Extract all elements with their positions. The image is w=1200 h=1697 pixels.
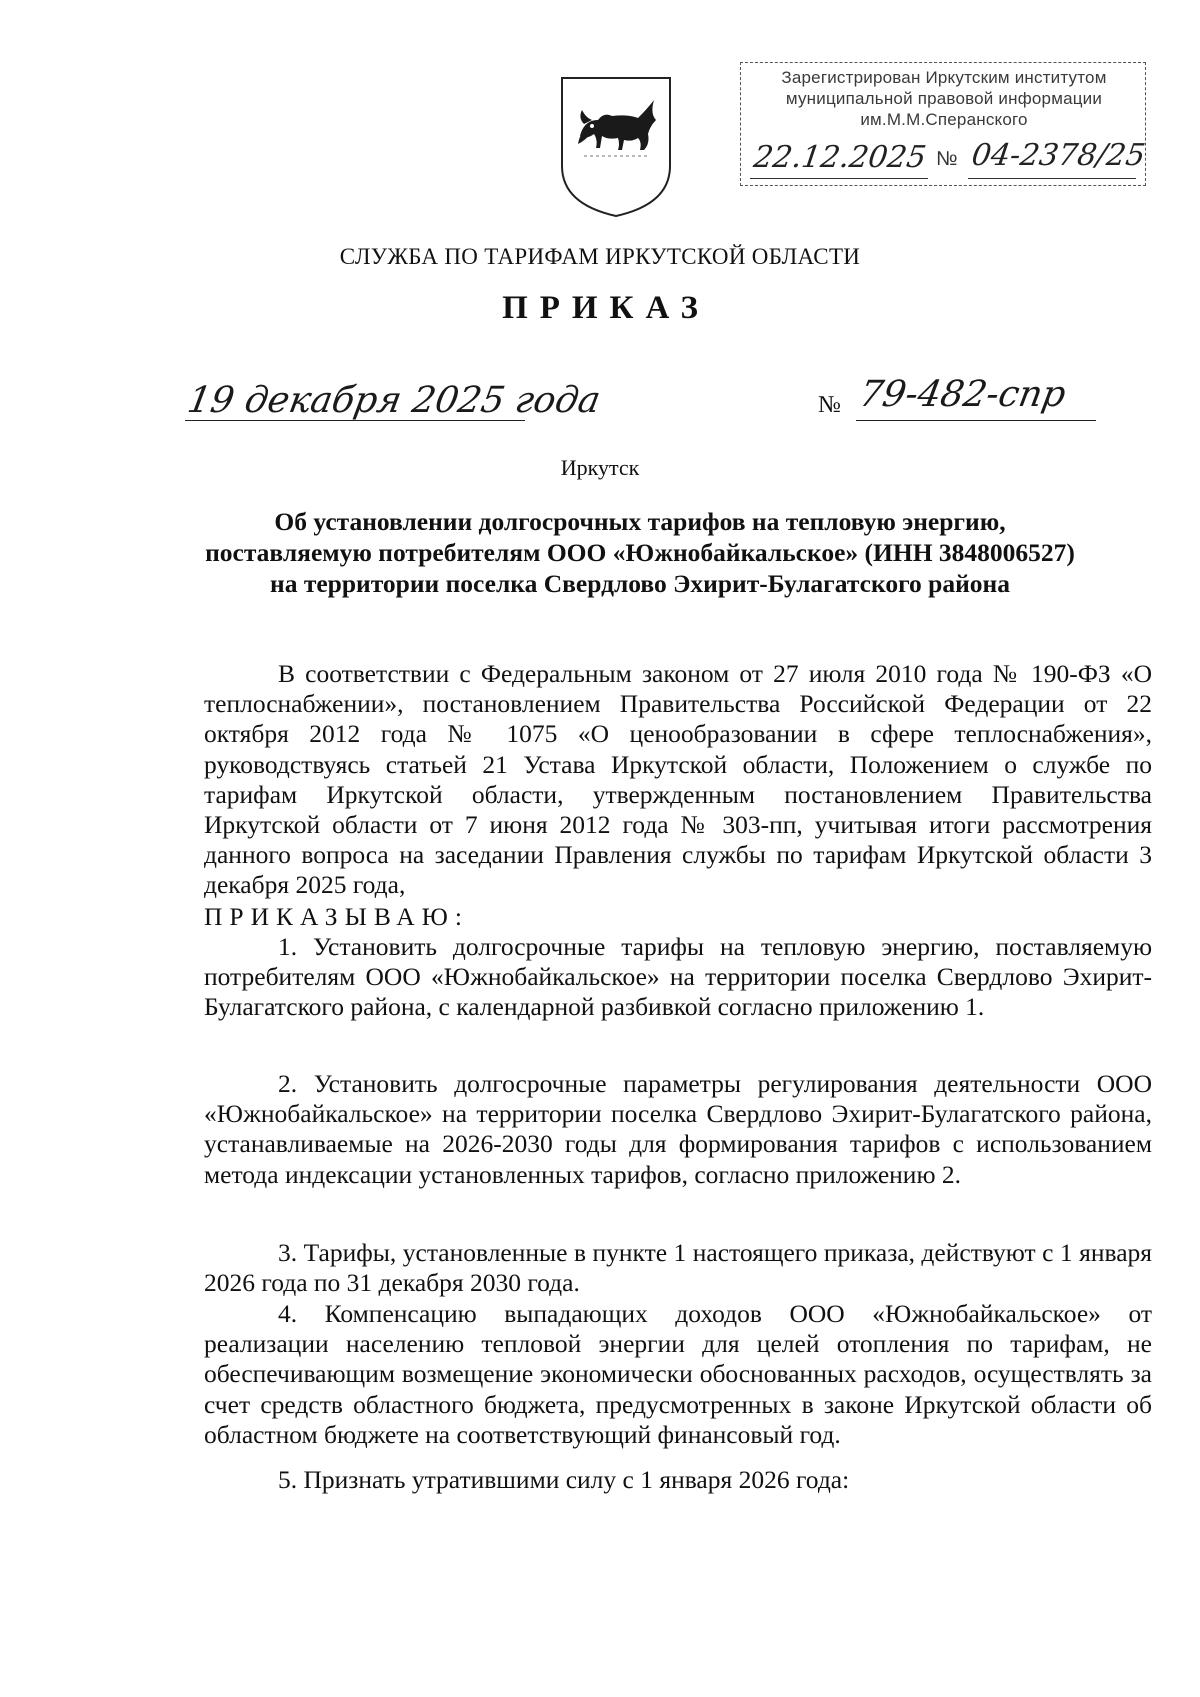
- stamp-number-label: №: [936, 148, 958, 170]
- order-item-text: 2. Установить долгосрочные параметры регулирования деятельности ООО «Южнобайкальское» на территории поселка Свердлово Эхирит-Булагатского района, устанавливаемые на 2026-2030 годы для формирования тарифов с использованием метода индексации установленных тарифов, согласно приложению 2.: [204, 1069, 1152, 1189]
- coat-of-arms-emblem: [558, 74, 674, 220]
- registration-stamp: [740, 62, 1150, 190]
- order-item-text: 3. Тарифы, установленные в пункте 1 настоящего приказа, действуют с 1 января 2026 года по 31 декабря 2030 года.: [204, 1238, 1152, 1298]
- stamp-line-2: муниципальной правовой информации: [785, 89, 1103, 108]
- order-handwritten-date: 19 декабря 2025 года: [184, 380, 604, 421]
- order-item-5: [204, 1465, 1152, 1495]
- stamp-line-1: Зарегистрирован Иркутским институтом: [781, 68, 1107, 87]
- stamp-handwritten-date: 22.12.2025: [751, 140, 929, 175]
- order-word: ПРИКАЗЫВАЮ:: [204, 902, 469, 931]
- stamp-date-underline: [750, 178, 928, 179]
- document-title: ПРИКАЗ: [502, 290, 710, 326]
- order-item-text: 5. Признать утратившими силу с 1 января 2026 года:: [278, 1465, 850, 1494]
- order-handwritten-number: 79-482-спр: [856, 374, 1069, 415]
- city-name: Иркутск: [560, 455, 640, 480]
- document-heading: Об установлении долгосрочных тарифов на тепловую энергию, поставляемую потребителям ООО «Южнобайкальское» (ИНН 3848006527) на территории поселка Свердлово Эхирит-Булагатского района: [205, 507, 1075, 598]
- preamble-text: В соответствии с Федеральным законом от 27 июля 2010 года № 190-ФЗ «О теплоснабжении», постановлением Правительства Российской Федерации от 22 октября 2012 года № 1075 «О ценообразовании в сфере теплоснабжения», руководствуясь статьей 21 Устава Иркутской области, Положением о службе по тарифам Иркутской области, утвержденным постановлением Правительства Иркутской области от 7 июня 2012 года № 303-пп, учитывая итоги рассмотрения данного вопроса на заседании Правления службы по тарифам Иркутской области 3 декабря 2025 года,: [204, 659, 1152, 900]
- preamble: [204, 659, 1152, 901]
- date-underline: [185, 420, 525, 421]
- number-underline: [856, 420, 1096, 421]
- order-item-text: 4. Компенсацию выпадающих доходов ООО «Южнобайкальское» от реализации населению тепловой энергии для целей отопления по тарифам, не обеспечивающим возмещение экономически обоснованных расходов, осуществлять за счет средств областного бюджета, предусмотренных в законе Иркутской области об областном бюджете на соответствующий финансовый год.: [204, 1299, 1152, 1449]
- stamp-number-underline: [968, 178, 1136, 179]
- order-item-text: 1. Установить долгосрочные тарифы на тепловую энергию, поставляемую потребителям ООО «Южнобайкальское» на территории поселка Свердлово Эхирит-Булагатского района, с календарной разбивкой согласно приложению 1.: [204, 932, 1152, 1022]
- order-item-3: [204, 1238, 1152, 1298]
- order-item-1: [204, 932, 1152, 1023]
- stamp-line-3: им.М.М.Сперанского: [860, 110, 1028, 129]
- stamp-handwritten-number: 04-2378/25: [969, 138, 1148, 173]
- order-number-label: №: [818, 392, 841, 418]
- order-item-4: [204, 1299, 1152, 1450]
- issuing-authority: СЛУЖБА ПО ТАРИФАМ ИРКУТСКОЙ ОБЛАСТИ: [339, 244, 861, 269]
- order-item-2: [204, 1069, 1152, 1190]
